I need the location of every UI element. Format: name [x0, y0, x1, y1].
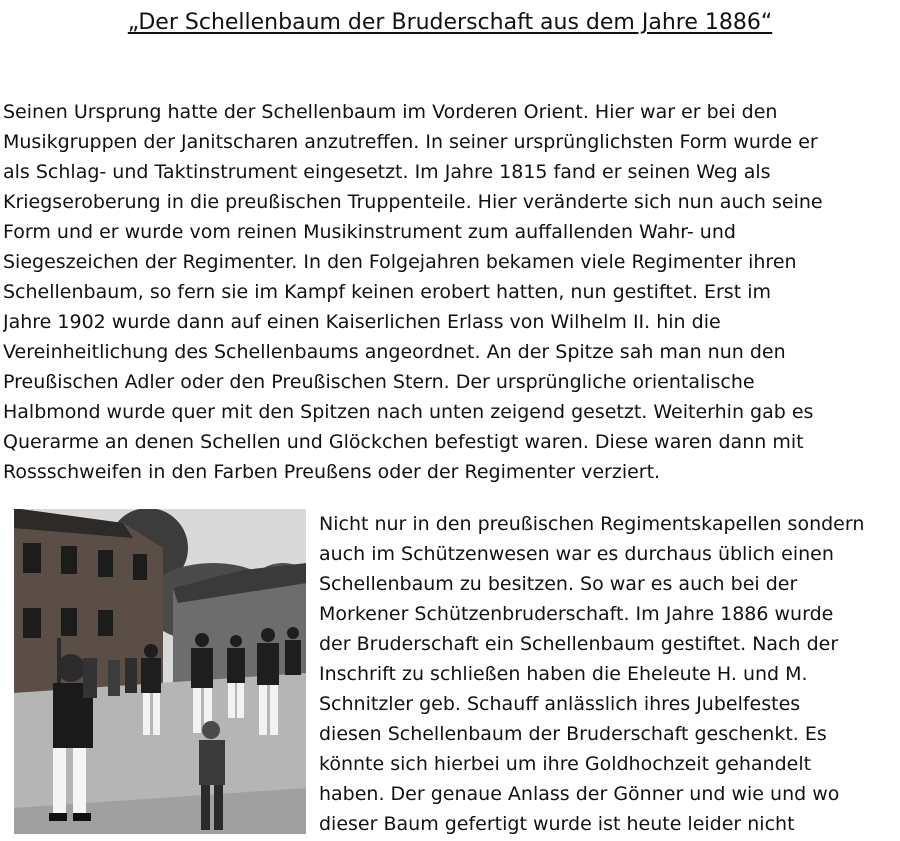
- text-line: Kriegseroberung in die preußischen Truppenteile. Hier veränderte sich nun auch seine: [3, 191, 823, 213]
- historic-parade-photo: [13, 508, 307, 835]
- text-line: Vereinheitlichung des Schellenbaums angeordnet. An der Spitze sah man nun den: [3, 341, 786, 363]
- text-line: Form und er wurde vom reinen Musikinstrument zum auffallenden Wahr- und: [3, 221, 736, 243]
- text-line: Inschrift zu schließen haben die Eheleute H. und M.: [319, 663, 808, 685]
- text-line: diesen Schellenbaum der Bruderschaft geschenkt. Es: [319, 723, 827, 745]
- text-line: Schellenbaum zu besitzen. So war es auch bei der: [319, 573, 798, 595]
- text-line: Rossschweifen in den Farben Preußens oder der Regimenter verziert.: [3, 461, 661, 483]
- text-line: Jahre 1902 wurde dann auf einen Kaiserlichen Erlass von Wilhelm II. hin die: [3, 311, 721, 333]
- text-line: Nicht nur in den preußischen Regimentskapellen sondern: [319, 513, 865, 535]
- text-line: könnte sich hierbei um ihre Goldhochzeit gehandelt: [319, 753, 812, 775]
- intro-paragraph: [3, 97, 898, 487]
- text-line: Preußischen Adler oder den Preußischen Stern. Der ursprüngliche orientalische: [3, 371, 755, 393]
- text-line: Schellenbaum, so fern sie im Kampf keinen erobert hatten, nun gestiftet. Erst im: [3, 281, 771, 303]
- text-line: dieser Baum gefertigt wurde ist heute leider nicht: [319, 813, 795, 835]
- text-line: Schnitzler geb. Schauff anlässlich ihres Jubelfestes: [319, 693, 801, 715]
- text-line: Halbmond wurde quer mit den Spitzen nach unten zeigend gesetzt. Weiterhin gab es: [3, 401, 814, 423]
- text-line: der Bruderschaft ein Schellenbaum gestiftet. Nach der: [319, 633, 839, 655]
- text-line: Seinen Ursprung hatte der Schellenbaum im Vorderen Orient. Hier war er bei den: [3, 101, 778, 123]
- text-line: als Schlag- und Taktinstrument eingesetzt. Im Jahre 1815 fand er seinen Weg als: [3, 161, 771, 183]
- text-line: haben. Der genaue Anlass der Gönner und wie und wo: [319, 783, 840, 805]
- text-line: Musikgruppen der Janitscharen anzutreffen. In seiner ursprünglichsten Form wurde er: [3, 131, 818, 153]
- text-line: Morkener Schützenbruderschaft. Im Jahre 1886 wurde: [319, 603, 834, 625]
- schuetzen-paragraph: [319, 509, 899, 839]
- text-line: Siegeszeichen der Regimenter. In den Folgejahren bekamen viele Regimenter ihren: [3, 251, 797, 273]
- document-title: „Der Schellenbaum der Bruderschaft aus dem Jahre 1886“: [127, 10, 773, 35]
- text-line: auch im Schützenwesen war es durchaus üblich einen: [319, 543, 834, 565]
- text-line: Querarme an denen Schellen und Glöckchen befestigt waren. Diese waren dann mit: [3, 431, 804, 453]
